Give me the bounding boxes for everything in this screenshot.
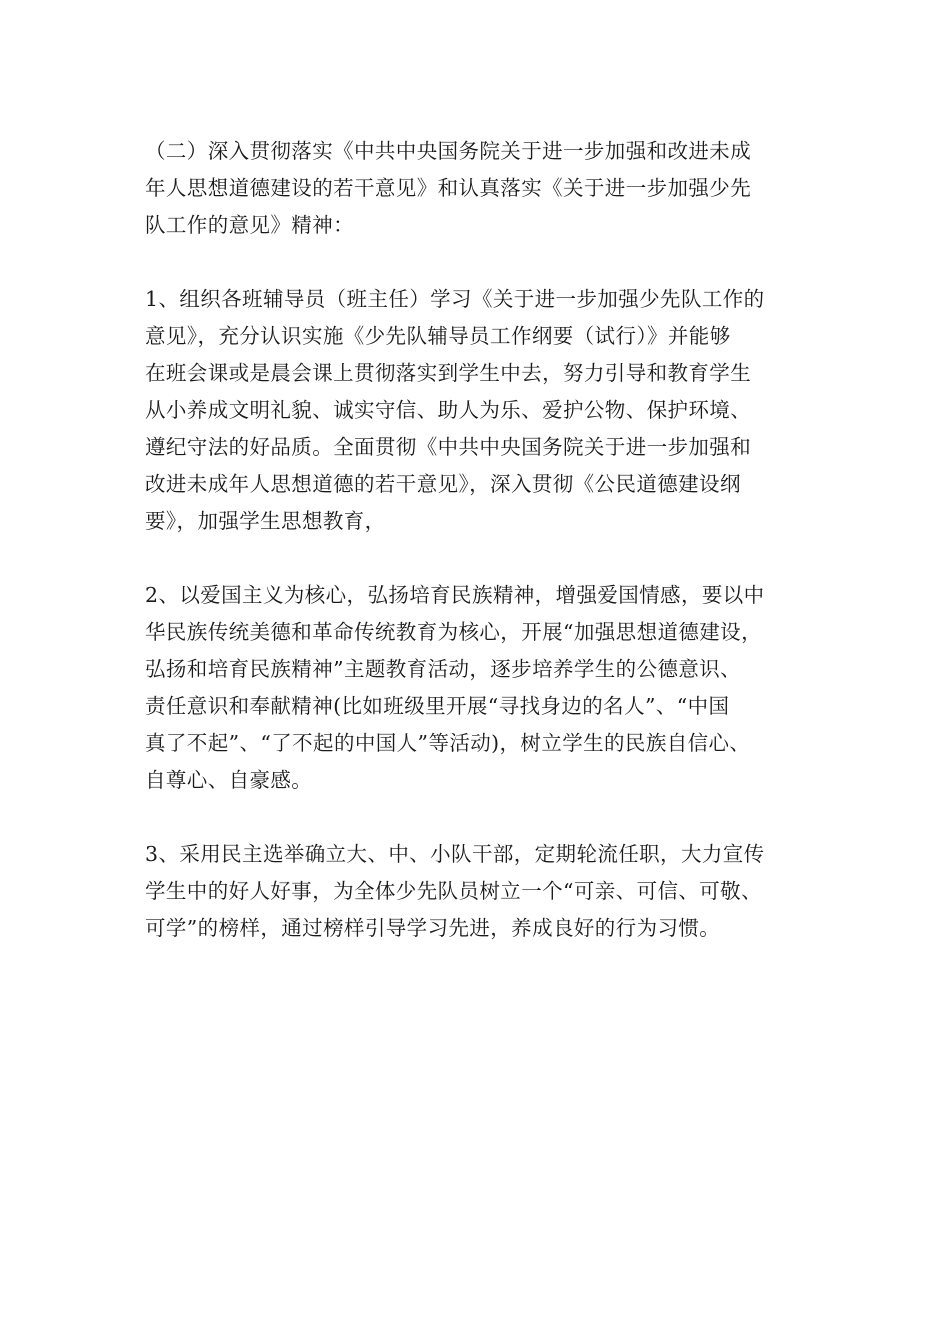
text-line: 遵纪守法的好品质。全面贯彻《中共中央国务院关于进一步加强和 [145, 435, 752, 459]
text-line: 2、以爱国主义为核心，弘扬培育民族精神，增强爱国情感，要以中 [145, 583, 765, 607]
text-line: 1、组织各班辅导员（班主任）学习《关于进一步加强少先队工作的 [145, 287, 765, 311]
text-line: 意见》，充分认识实施《少先队辅导员工作纲要（试行）》并能够 [145, 324, 731, 348]
text-line: 华民族传统美德和革命传统教育为核心，开展“加强思想道德建设， [145, 620, 762, 644]
text-line: 在班会课或是晨会课上贯彻落实到学生中去，努力引导和教育学生 [145, 361, 752, 385]
text-line: 要》，加强学生思想教育， [145, 509, 386, 533]
item-3-paragraph [145, 836, 825, 947]
text-line: 年人思想道德建设的若干意见》和认真落实《关于进一步加强少先 [145, 176, 752, 200]
text-line: 自尊心、自豪感。 [145, 768, 313, 792]
text-line: （二）深入贯彻落实《中共中央国务院关于进一步加强和改进未成 [145, 139, 752, 163]
section-heading-paragraph [145, 133, 825, 244]
text-line: 可学”的榜样，通过榜样引导学习先进，养成良好的行为习惯。 [145, 916, 721, 940]
text-line: 真了不起”、“了不起的中国人”等活动)，树立学生的民族自信心、 [145, 731, 751, 755]
text-line: 队工作的意见》精神： [145, 213, 354, 237]
text-line: 3、采用民主选举确立大、中、小队干部，定期轮流任职，大力宣传 [145, 842, 765, 866]
document-body [145, 133, 825, 984]
text-line: 从小养成文明礼貌、诚实守信、助人为乐、爱护公物、保护环境、 [145, 398, 752, 422]
text-line: 弘扬和培育民族精神”主题教育活动，逐步培养学生的公德意识、 [145, 657, 742, 681]
item-2-paragraph [145, 577, 825, 799]
item-1-paragraph [145, 281, 825, 540]
text-line: 责任意识和奉献精神(比如班级里开展“寻找身边的名人”、“中国 [145, 694, 730, 718]
text-line: 改进未成年人思想道德的若干意见》，深入贯彻《公民道德建设纲 [145, 472, 741, 496]
text-line: 学生中的好人好事，为全体少先队员树立一个“可亲、可信、可敬、 [145, 879, 762, 903]
